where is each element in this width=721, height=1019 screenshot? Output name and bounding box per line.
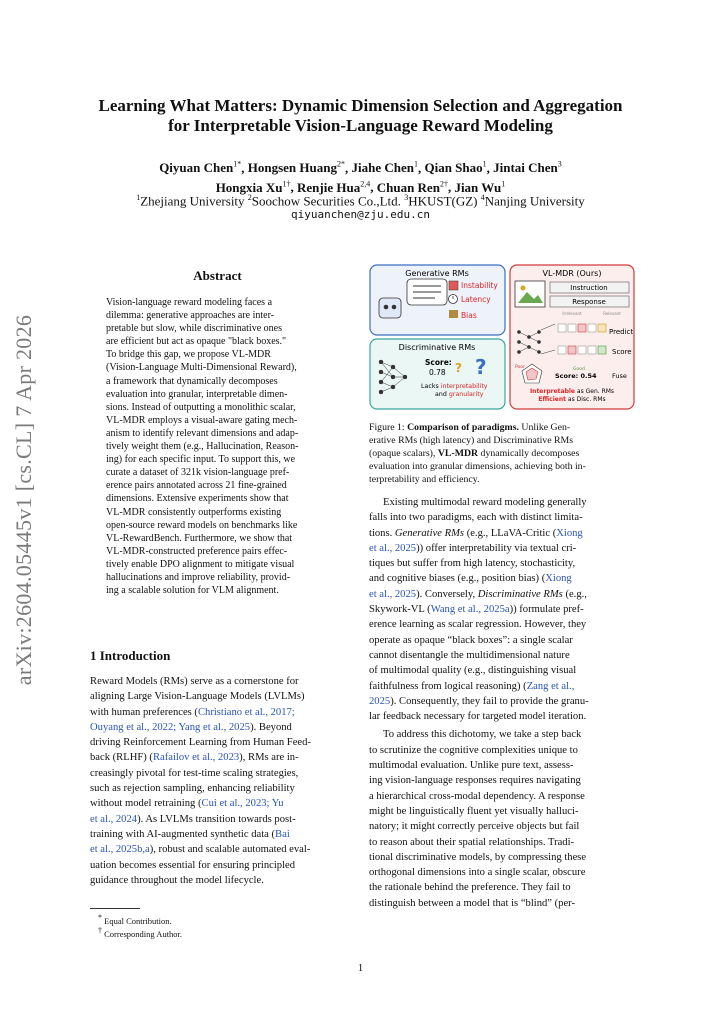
citation-link[interactable]: Xiong xyxy=(545,573,572,585)
predict-label: Predict xyxy=(609,328,634,336)
abstract-line: VL-MDR-constructed preference pairs effec- xyxy=(106,545,288,557)
authors-line-1: Qiyuan Chen$^{1*}$, Hongsen Huang$^{2*}$, Jiahe Chen$^1$, Qian Shao$^1$, Jintai Chen$^3$ xyxy=(159,160,562,176)
text-line xyxy=(369,510,635,525)
text-run: a hierarchical cross-modal dependency. A response xyxy=(369,790,585,802)
text-line xyxy=(90,674,348,689)
citation-link[interactable]: Ouyang et al., 2022; Yang et al., 2025 xyxy=(90,721,251,733)
abstract-line: VL-MDR employs a visual-aware gating mech- xyxy=(106,414,298,426)
text-run: multimodal evaluation. Unlike pure text, assess- xyxy=(369,760,574,772)
text-line xyxy=(90,705,348,720)
caption-line-2: erative RMs (high latency) and Discriminative RMs xyxy=(369,435,574,446)
abstract-line: tively weight them (e.g., Hallucination, Reason- xyxy=(106,441,299,453)
text-line xyxy=(369,495,635,510)
citation-link[interactable]: 2025 xyxy=(369,695,391,707)
footnote-mark: * xyxy=(98,913,102,922)
text-run: Reward Models (RMs) serve as a cornerstone for xyxy=(90,676,299,687)
text-run: guidance throughout the model lifecycle. xyxy=(90,874,264,886)
text-run: )) offer interpretability via textual cri- xyxy=(416,542,577,554)
page-number: 1 xyxy=(357,962,364,974)
paper-title xyxy=(60,96,661,136)
author-name: Qiyuan Chen$^{1*}$ xyxy=(159,160,242,176)
citation-link[interactable]: Christiano et al., 2017; xyxy=(197,706,295,718)
text-line xyxy=(90,750,348,765)
text-line xyxy=(90,858,348,873)
text-run: faithfulness from logical reasoning) ( xyxy=(369,680,527,692)
ours-interpretable-line: Interpretable as Gen. RMs xyxy=(529,388,615,395)
author-affiliation-mark: 1 xyxy=(482,160,487,169)
text-run: (e.g., LLaVA-Critic ( xyxy=(464,527,557,539)
text-line xyxy=(369,743,635,758)
text-line xyxy=(369,758,635,773)
text-line xyxy=(90,720,348,735)
author-name: Jintai Chen$^3$ xyxy=(493,160,562,176)
affiliation-mark: 4 xyxy=(480,193,485,202)
text-run: and cognitive biases (e.g., position bias) ( xyxy=(369,573,546,585)
abstract-heading: Abstract xyxy=(193,268,242,283)
irrelevant-label: Irrelevant xyxy=(562,311,582,316)
discriminative-title: Discriminative RMs xyxy=(398,343,476,352)
robot-icon xyxy=(379,298,401,318)
abstract-line: pretable but slow, while discriminative ones xyxy=(106,323,282,335)
citation-link[interactable]: et al., 2025b,a xyxy=(90,844,150,856)
text-line xyxy=(90,766,348,781)
text-run: Skywork-VL ( xyxy=(369,604,431,616)
text-run: such as rejection sampling, enhancing reliability xyxy=(90,783,295,795)
text-line xyxy=(369,587,635,602)
author-name: Chuan Ren$^{2\dagger}$ xyxy=(376,179,448,195)
caption-line-5: terpretability and efficiency. xyxy=(369,474,480,485)
affiliation-mark: 1 xyxy=(136,193,141,202)
footnote-divider xyxy=(90,908,140,909)
title-line-1: Learning What Matters: Dynamic Dimension Selection and Aggregation xyxy=(98,96,623,115)
footnote-equal-contribution xyxy=(98,913,172,926)
figure-1-caption xyxy=(369,421,635,486)
text-line xyxy=(369,617,635,632)
text-line xyxy=(369,633,635,648)
body-paragraph xyxy=(369,495,635,724)
text-run: ). Consequently, they fail to provide the granu- xyxy=(390,695,589,707)
author-name: Qian Shao$^1$ xyxy=(424,160,487,176)
text-line xyxy=(369,541,635,556)
body-paragraph xyxy=(369,727,635,911)
text-run: (e.g., xyxy=(562,588,587,600)
caption-line-1: Figure 1: Comparison of paradigms. Unlike Gen- xyxy=(369,422,571,433)
scale-icon xyxy=(449,310,458,318)
text-line xyxy=(90,873,348,888)
author-affiliation-mark: 2,4 xyxy=(360,179,371,189)
text-line xyxy=(90,812,348,827)
abstract-line: evaluation into granular, interpretable dimen- xyxy=(106,388,288,400)
dice-icon xyxy=(449,281,458,290)
text-run: the rationale behind the preference. They fail to xyxy=(369,882,571,894)
contact-email[interactable]: qiyuanchen@zju.edu.cn xyxy=(290,208,431,221)
text-line xyxy=(90,781,348,796)
text-run: creasingly pivotal for test-time scaling strategies, xyxy=(90,767,299,779)
author-name: Hongsen Huang$^{2*}$ xyxy=(247,160,345,176)
abstract-line: anism to identify relevant dimensions and adap- xyxy=(106,427,299,439)
citation-link[interactable]: et al., 2025 xyxy=(369,588,417,600)
abstract-line: are efficient but act as opaque "black boxes." xyxy=(106,336,287,348)
citation-link[interactable]: et al., 2025 xyxy=(369,542,417,554)
author-affiliation-mark: 1 xyxy=(501,179,506,189)
text-line xyxy=(369,880,635,895)
affiliation-mark: 2 xyxy=(247,193,252,202)
text-line xyxy=(90,796,348,811)
author-name: Jiahe Chen$^1$ xyxy=(351,160,418,176)
citation-link[interactable]: Wang et al., 2025a xyxy=(430,604,510,616)
text-run: lar feedback necessary for targeted model iteration. xyxy=(369,711,587,723)
text-line xyxy=(369,648,635,663)
text-run: natory; it might correctly perceive objects but fail xyxy=(369,821,580,833)
author-affiliation-mark: 1† xyxy=(282,179,291,189)
author-affiliation-mark: 1* xyxy=(233,160,242,169)
relevant-label: Relevant xyxy=(603,311,621,316)
text-run: ). Beyond xyxy=(250,721,292,733)
text-line xyxy=(369,727,635,742)
text-run: to scrutinize the cognitive complexities unique to xyxy=(369,744,578,756)
text-run: Generative RMs xyxy=(394,527,465,539)
citation-link[interactable]: Rafailov et al., 2023 xyxy=(152,752,240,764)
text-run: ), RMs are in- xyxy=(239,752,299,764)
affiliation-name: HKUST(GZ) xyxy=(408,193,481,209)
text-run: to reason about their spatial relationships. Tradi- xyxy=(369,836,575,848)
text-line xyxy=(369,526,635,541)
text-line xyxy=(369,773,635,788)
text-line xyxy=(369,865,635,880)
text-run: erence learning as scalar regression. However, they xyxy=(369,619,587,631)
text-run: Existing multimodal reward modeling generally xyxy=(383,497,587,508)
affiliation-name: Soochow Securities Co.,Ltd. xyxy=(251,193,405,209)
text-line xyxy=(369,819,635,834)
gen-instability-label: Instability xyxy=(461,281,498,290)
question-mark-icon: ? xyxy=(475,355,487,379)
affiliation-mark: 3 xyxy=(404,193,409,202)
response-label: Response xyxy=(572,298,606,306)
instruction-label: Instruction xyxy=(570,284,608,292)
fuse-label: Fuse xyxy=(612,372,627,380)
citation-link[interactable]: Bai xyxy=(275,828,290,840)
text-run: Discriminative RMs xyxy=(477,588,563,600)
caption-line-4: evaluation into granular dimensions, achieving both in- xyxy=(369,461,586,472)
text-run: training with AI-augmented synthetic data ( xyxy=(90,828,276,840)
abstract-line: sions. Instead of outputting a monolithic scalar, xyxy=(106,401,296,413)
abstract-line: VL-RewardBench. Furthermore, we show that xyxy=(106,532,293,544)
citation-link[interactable]: Zang et al., xyxy=(526,680,575,692)
arxiv-identifier xyxy=(0,300,54,700)
text-run: )) formulate pref- xyxy=(509,604,584,616)
text-run: of multimodal quality (e.g., distinguishing visual xyxy=(369,665,577,677)
text-run: back (RLHF) ( xyxy=(90,752,153,764)
text-line xyxy=(369,850,635,865)
text-line xyxy=(369,663,635,678)
affiliation-name: Zhejiang University xyxy=(140,193,248,209)
abstract-line: curate a dataset of 321k vision-language pref- xyxy=(106,467,290,479)
right-column-body xyxy=(369,495,635,911)
text-run: To address this dichotomy, we take a step back xyxy=(383,729,582,741)
text-line xyxy=(90,735,348,750)
text-line xyxy=(369,556,635,571)
text-run: driving Reinforcement Learning from Human Feed- xyxy=(90,737,311,749)
text-line xyxy=(369,896,635,911)
question-mark-icon-2: ? xyxy=(455,361,462,375)
figure-1-svg xyxy=(369,264,635,410)
text-run: ing vision-language responses requires navigating xyxy=(369,775,581,787)
abstract-line: ing a scalable solution for VLM alignment. xyxy=(106,585,279,597)
abstract-line: tively enable DPO alignment to mitigate visual xyxy=(106,558,295,570)
image-icon xyxy=(515,281,545,307)
footnote-text: Equal Contribution. xyxy=(104,915,172,926)
abstract-line: dilemma: generative approaches are inter- xyxy=(106,310,275,322)
ours-title: VL-MDR (Ours) xyxy=(542,269,602,278)
affiliation-name: Nanjing University xyxy=(484,193,585,209)
text-run: falls into two paradigms, each with distinct limita- xyxy=(369,512,583,524)
abstract-line: erence pairs annotated across 21 fine-grained xyxy=(106,480,287,492)
footnote-text: Corresponding Author. xyxy=(104,928,183,939)
text-line xyxy=(369,835,635,850)
abstract-line: Vision-language reward modeling faces a xyxy=(106,297,273,308)
disc-score-value: 0.78 xyxy=(429,368,446,377)
author-name: Jian Wu$^1$ xyxy=(454,179,506,195)
citation-link[interactable]: Xiong xyxy=(556,527,583,539)
text-run: tional discriminative models, by compressing these xyxy=(369,851,587,863)
arxiv-identifier-text: arXiv:2604.05445v1 [cs.CL] 7 Apr 2026 xyxy=(11,314,36,686)
affiliations xyxy=(60,190,661,209)
text-line xyxy=(369,804,635,819)
title-line-2: for Interpretable Vision-Language Reward Modeling xyxy=(168,116,553,135)
disc-score-label: Score: xyxy=(425,358,452,367)
abstract-line: open-source reward models on benchmarks like xyxy=(106,519,298,531)
authors-line-2: Hongxia $Xu^{1\dagger}$, Renjie Hua$^{2,4}$, Chuan Ren$^{2\dagger}$, Jian Wu$^1$ xyxy=(215,179,506,195)
abstract-line: a framework that dynamically decomposes xyxy=(106,375,278,387)
disc-lacks-line-2: and granularity xyxy=(435,391,484,398)
text-run: cannot disentangle the multidimensional nature xyxy=(369,649,570,661)
author-affiliation-mark: 2† xyxy=(439,179,448,189)
text-run: uation becomes essential for ensuring principled xyxy=(90,859,296,871)
gen-bias-label: Bias xyxy=(461,311,477,320)
text-run: ), robust and scalable automated eval- xyxy=(149,844,311,856)
abstract-line: To bridge this gap, we propose VL-MDR xyxy=(106,349,271,361)
section-heading-introduction: 1 Introduction xyxy=(90,648,171,663)
figure-1-paradigm-comparison xyxy=(369,264,635,410)
text-run: tions. xyxy=(369,527,395,539)
text-run: orthogonal dimensions into a single scalar, obscure xyxy=(369,867,586,879)
text-line xyxy=(90,842,348,857)
citation-link[interactable]: et al., 2024 xyxy=(90,813,138,825)
score-label: Score xyxy=(612,348,632,356)
text-line xyxy=(369,679,635,694)
text-line xyxy=(369,694,635,709)
abstract-line: ing) for each specific input. To support this, we xyxy=(106,454,296,466)
footnote-corresponding-author xyxy=(98,926,182,939)
text-run: tiques but suffer from high latency, stochasticity, xyxy=(369,558,576,570)
footnote-mark: † xyxy=(98,926,102,935)
gen-latency-label: Latency xyxy=(461,295,491,304)
ours-efficient-line: Efficient as Disc. RMs xyxy=(538,396,606,403)
author-name: Hongxia $Xu^{1\dagger}$ xyxy=(215,179,291,195)
text-run: distinguish between a model that is “blind” (per- xyxy=(369,897,576,909)
abstract-line: hallucinations and improve reliability, provid- xyxy=(106,571,291,583)
text-line xyxy=(90,689,348,704)
text-run: ). Conversely, xyxy=(416,588,478,600)
text-line xyxy=(369,602,635,617)
text-run: aligning Large Vision-Language Models (LVLMs) xyxy=(90,691,305,703)
introduction-paragraph xyxy=(90,674,348,888)
author-affiliation-mark: 2* xyxy=(336,160,345,169)
text-line xyxy=(369,789,635,804)
generative-title: Generative RMs xyxy=(405,269,469,278)
disc-lacks-line-1: Lacks interpretability xyxy=(421,383,488,390)
abstract-line: VL-MDR consistently outperforms existing xyxy=(106,506,282,518)
text-line xyxy=(369,571,635,586)
abstract-body xyxy=(106,296,331,597)
text-run: without model retraining ( xyxy=(90,798,202,810)
text-line xyxy=(90,827,348,842)
text-run: operate as opaque “black boxes”: a single scalar xyxy=(369,634,573,646)
good-label: Good xyxy=(573,367,585,372)
text-run: ). As LVLMs transition towards post- xyxy=(137,813,296,825)
author-affiliation-mark: 1 xyxy=(413,160,418,169)
author-name: Renjie Hua$^{2,4}$ xyxy=(297,179,371,195)
text-line xyxy=(369,709,635,724)
poor-label: Poor xyxy=(515,365,525,370)
author-affiliation-mark: 3 xyxy=(557,160,562,169)
text-run: with human preferences ( xyxy=(90,706,198,718)
ours-score: Score: 0.54 xyxy=(555,372,597,380)
text-run: might be linguistically fluent yet visually halluci- xyxy=(369,805,579,817)
abstract-line: (Vision-Language Multi-Dimensional Reward), xyxy=(106,362,297,374)
abstract-line: dimensions. Extensive experiments show that xyxy=(106,493,289,505)
caption-line-3: (opaque scalars), VL-MDR dynamically decomposes xyxy=(369,448,580,459)
citation-link[interactable]: Cui et al., 2023; Yu xyxy=(201,798,284,810)
